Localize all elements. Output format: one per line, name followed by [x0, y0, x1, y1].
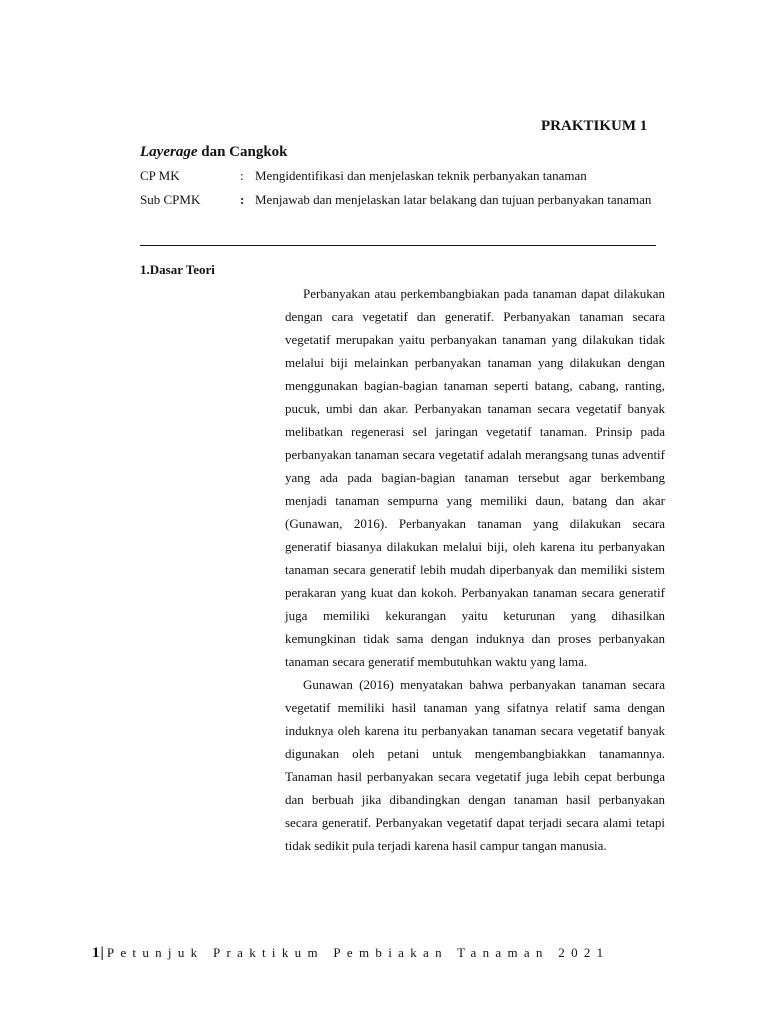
footer-text: Petunjuk Praktikum Pembiakan Tanaman 2021	[106, 945, 610, 960]
page-title: PRAKTIKUM 1	[541, 118, 648, 134]
paragraph: Perbanyakan atau perkembangbiakan pada tanaman dapat dilakukan dengan cara vegetatif dan generatif. Perbanyakan tanaman secara vegetatif merupakan yaitu perbanyakan tanaman yang dilakukan tidak melalui biji melainkan perbanyakan tanaman yang dilakukan dengan menggunakan bagian-bagian tanaman seperti batang, cabang, ranting, pucuk, umbi dan akar. Perbanyakan tanaman secara vegetatif banyak melibatkan regenerasi sel jaringan vegetatif tanaman. Prinsip pada perbanyakan tanaman secara vegetatif adalah merangsang tunas adventif yang ada pada bagian-bagian tanaman tersebut agar berkembang menjadi tanaman sempurna yang memiliki daun, batang dan akar (Gunawan, 2016). Perbanyakan tanaman yang dilakukan secara generatif biasanya dilakukan melalui biji, oleh karena itu perbanyakan tanaman secara generatif lebih mudah diperbanyak dan memiliki sistem perakaran yang kuat dan kokoh. Perbanyakan tanaman secara generatif juga memiliki kekurangan yaitu keturunan yang dihasilkan kemungkinan tidak sama dengan induknya dan proses perbanyakan tanaman secara generatif membutuhkan waktu yang lama.	[285, 286, 665, 669]
meta-key-sub-cpmk: Sub CPMK	[140, 192, 201, 207]
subject-heading	[140, 144, 288, 161]
section-body	[285, 282, 665, 857]
subject-italic: Layerage	[140, 144, 198, 160]
footer-separator: |	[100, 945, 104, 961]
page-footer	[92, 945, 609, 962]
meta-colon-sub-cpmk: :	[240, 192, 245, 207]
meta-colon-cp-mk: :	[240, 168, 244, 183]
divider-rule	[140, 245, 656, 246]
meta-key-cp-mk: CP MK	[140, 168, 180, 183]
section-heading: 1.Dasar Teori	[140, 262, 215, 277]
page-number: 1	[92, 945, 100, 961]
meta-row-cp-mk	[140, 168, 665, 188]
paragraph: Gunawan (2016) menyatakan bahwa perbanyakan tanaman secara vegetatif memiliki hasil tanaman yang sifatnya relatif sama dengan induknya oleh karena itu perbanyakan tanaman secara vegetatif banyak digunakan oleh petani untuk mengembangbiakkan tanamannya. Tanaman hasil perbanyakan secara vegetatif juga lebih cepat berbunga dan berbuah jika dibandingkan dengan tanaman hasil perbanyakan secara generatif. Perbanyakan vegetatif dapat terjadi secara alami tetapi tidak sedikit pula terjadi karena hasil campur tangan manusia.	[285, 677, 665, 853]
meta-row-sub-cpmk	[140, 192, 665, 236]
subject-rest: dan Cangkok	[197, 144, 288, 160]
meta-value-sub-cpmk: Menjawab dan menjelaskan latar belakang dan tujuan perbanyakan tanaman	[255, 192, 652, 207]
meta-value-cp-mk: Mengidentifikasi dan menjelaskan teknik perbanyakan tanaman	[255, 168, 587, 183]
